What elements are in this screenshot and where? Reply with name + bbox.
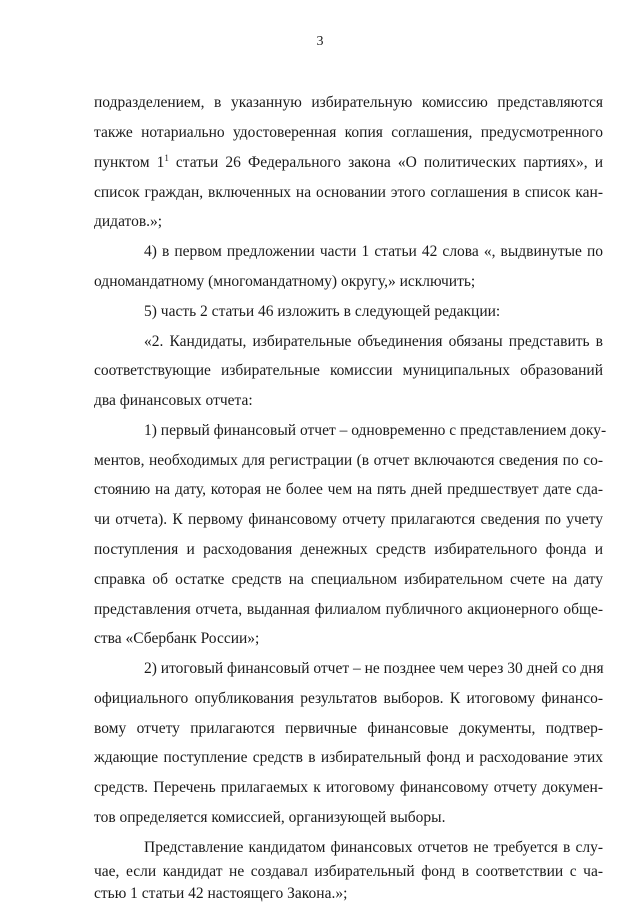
text-line: «2. Кандидаты, избирательные объединения обязаны представить в: [144, 333, 603, 350]
text-line: список граждан, включенных на основании этого соглашения в список кан-: [94, 184, 603, 201]
text-line: стоянию на дату, которая не более чем на пять дней предшествует дате сда-: [94, 481, 603, 498]
page-number: 3: [316, 34, 324, 49]
text-line: тов определяется комиссией, организующей выборы.: [94, 809, 446, 826]
text-line: ментов, необходимых для регистрации (в отчет включаются сведения по со-: [94, 452, 603, 469]
text-line: одномандатному (многомандатному) округу,» исключить;: [94, 273, 476, 290]
text-line: 5) часть 2 статьи 46 изложить в следующей редакции:: [144, 303, 501, 320]
text-line: [94, 153, 603, 173]
text-line: средств. Перечень прилагаемых к итоговому финансовому отчету докумен-: [94, 779, 603, 796]
text-fragment: статьи 26 Федерального закона «О политических партиях», и: [168, 154, 604, 171]
text-line: поступления и расходования денежных средств избирательного фонда и: [94, 541, 603, 558]
text-line: справка об остатке средств на специальном избирательном счете на дату: [94, 571, 603, 588]
text-line: 1) первый финансовый отчет – одновременно с представлением доку-: [144, 422, 607, 439]
superscript-marker: 1: [164, 153, 169, 163]
text-line: также нотариально удостоверенная копия соглашения, предусмотренного: [94, 124, 603, 141]
text-line: стью 1 статьи 42 настоящего Закона.»;: [94, 885, 348, 902]
text-line: 2) итоговый финансовый отчет – не позднее чем через 30 дней со дня: [144, 660, 604, 677]
text-line: два финансовых отчета:: [94, 392, 253, 409]
text-line: Представление кандидатом финансовых отчетов не требуется в слу-: [144, 839, 603, 856]
text-line: 4) в первом предложении части 1 статьи 42 слова «, выдвинутые по: [144, 243, 603, 260]
text-line: ждающие поступление средств в избирательный фонд и расходование этих: [94, 749, 603, 766]
text-line: ства «Сбербанк России»;: [94, 630, 260, 647]
text-line: чи отчета). К первому финансовому отчету прилагаются сведения по учету: [94, 511, 603, 528]
text-line: соответствующие избирательные комиссии муниципальных образований: [94, 362, 603, 379]
text-line: чае, если кандидат не создавал избирательный фонд в соответствии с ча-: [94, 863, 603, 880]
text-line: подразделением, в указанную избирательную комиссию представляются: [94, 94, 603, 111]
text-line: вому отчету прилагаются первичные финансовые документы, подтвер-: [94, 720, 603, 737]
text-line: дидатов.»;: [94, 213, 163, 230]
text-line: официального опубликования результатов выборов. К итоговому финансо-: [94, 690, 603, 707]
text-line: представления отчета, выданная филиалом публичного акционерного обще-: [94, 601, 603, 618]
text-fragment: пунктом 1: [94, 154, 165, 171]
